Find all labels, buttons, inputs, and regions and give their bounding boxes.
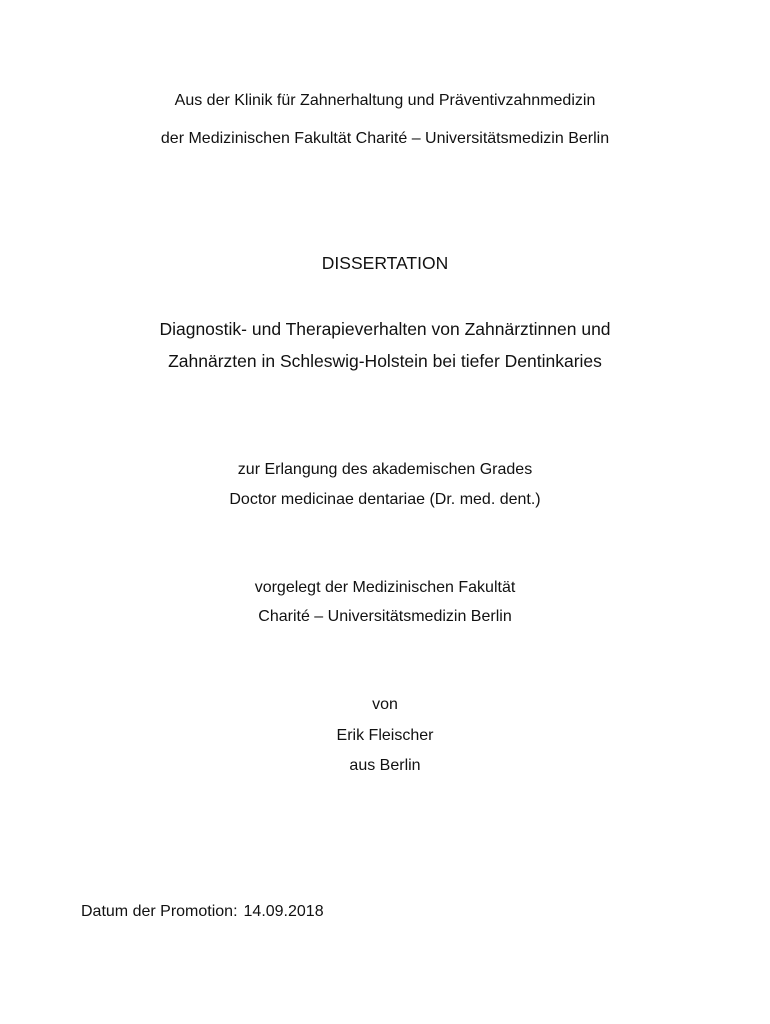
dissertation-title-line-2: Zahnärzten in Schleswig-Holstein bei tiefer Dentinkaries <box>168 351 602 371</box>
purpose-line-2: Doctor medicinae dentariae (Dr. med. dent.) <box>229 491 541 508</box>
promotion-date-label: Datum der Promotion: <box>81 903 238 920</box>
submitted-line-1: vorgelegt der Medizinischen Fakultät <box>254 579 516 596</box>
dissertation-title-line-1: Diagnostik- und Therapieverhalten von Zahnärztinnen und <box>159 319 611 339</box>
purpose-line-1: zur Erlangung des akademischen Grades <box>237 461 533 478</box>
submitted-line-2: Charité – Universitätsmedizin Berlin <box>258 608 512 625</box>
promotion-date-value: 14.09.2018 <box>243 903 324 920</box>
institution-clinic: Aus der Klinik für Zahnerhaltung und Präventivzahnmedizin <box>174 92 596 109</box>
author-von: von <box>372 696 398 713</box>
institution-faculty: der Medizinischen Fakultät Charité – Universitätsmedizin Berlin <box>160 130 610 147</box>
promotion-date <box>81 902 324 922</box>
author-origin: aus Berlin <box>349 757 421 774</box>
document-type-heading: DISSERTATION <box>321 253 449 273</box>
author-name: Erik Fleischer <box>336 727 434 744</box>
